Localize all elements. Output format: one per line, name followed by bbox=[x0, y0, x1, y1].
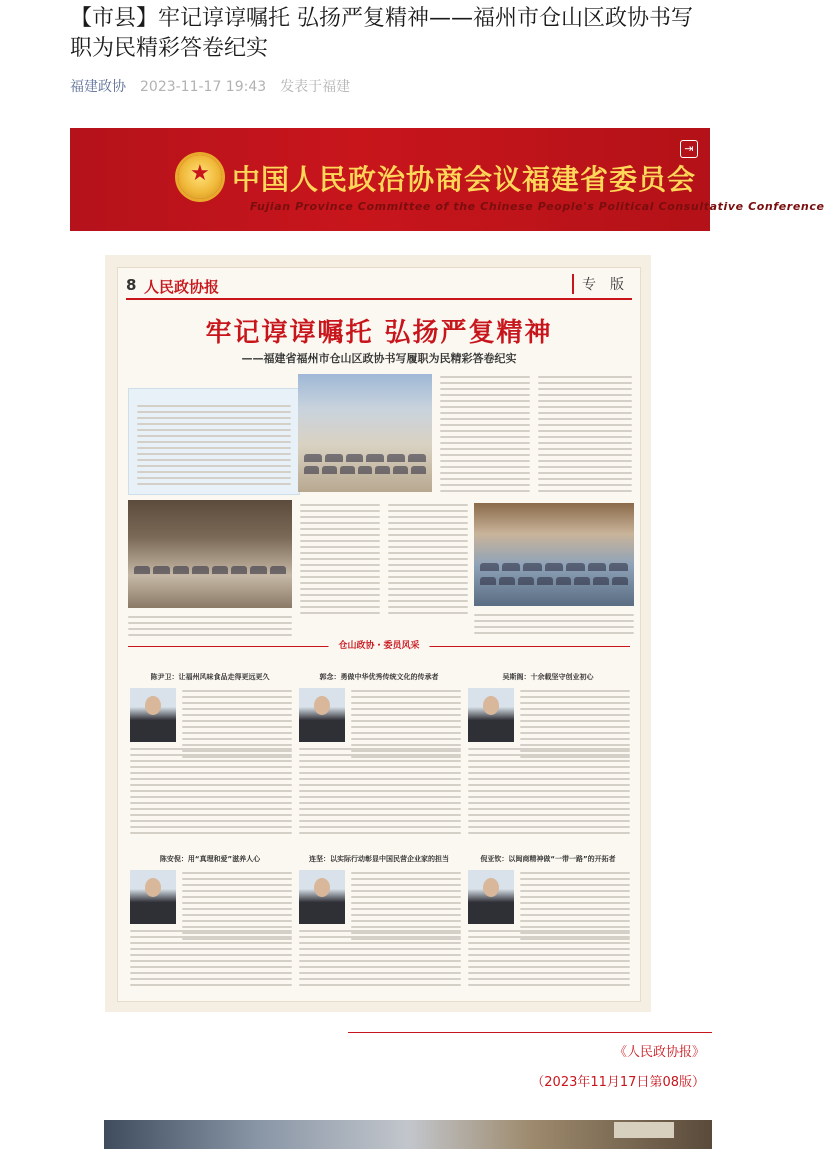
newspaper-photo-group bbox=[128, 500, 292, 608]
newspaper-page bbox=[117, 267, 641, 1002]
banner-org-name-en: Fujian Province Committee of the Chinese People's Political Consultative Conference bbox=[250, 200, 825, 213]
section-banner-label: 仓山政协・委员风采 bbox=[328, 638, 429, 651]
newspaper-text-column bbox=[128, 616, 292, 640]
newspaper-intro-box bbox=[128, 388, 300, 495]
member-portrait bbox=[299, 688, 345, 742]
newspaper-text-column bbox=[300, 504, 380, 618]
member-portrait bbox=[468, 870, 514, 924]
member-profile-title: 连坚：以实际行动彰显中国民营企业家的担当 bbox=[309, 855, 449, 863]
newspaper-page-number: 8 bbox=[126, 276, 137, 294]
newspaper-edition: 专 版 bbox=[572, 274, 624, 294]
building-sign bbox=[614, 1122, 674, 1138]
newspaper-header bbox=[126, 274, 632, 300]
newspaper-headline: 牢记谆谆嘱托 弘扬严复精神 bbox=[205, 318, 553, 348]
caption-issue: （2023年11月17日第08版） bbox=[531, 1075, 705, 1090]
newspaper-text-column bbox=[474, 614, 634, 638]
member-profile-title: 倪亚钦：以闽商精神做“一带一路”的开拓者 bbox=[480, 855, 616, 863]
member-portrait bbox=[299, 870, 345, 924]
article-meta bbox=[70, 78, 350, 96]
member-portrait bbox=[130, 688, 176, 742]
cppcc-emblem-icon bbox=[178, 155, 222, 199]
caption-source: 《人民政协报》 bbox=[613, 1045, 705, 1060]
building-photo[interactable] bbox=[104, 1120, 712, 1149]
caption-divider bbox=[348, 1032, 712, 1033]
member-profile-title: 陈尹卫：让福州风味食品走得更远更久 bbox=[150, 673, 270, 681]
newspaper-text-column bbox=[538, 376, 632, 496]
member-portrait bbox=[130, 870, 176, 924]
member-profile bbox=[464, 854, 632, 864]
newspaper-text-column bbox=[440, 376, 530, 496]
newspaper-photo-crowd bbox=[298, 374, 432, 492]
member-profile-title: 郭念：勇做中华优秀传统文化的传承者 bbox=[319, 673, 439, 681]
member-profile-title: 吴斯阁：十余载坚守创业初心 bbox=[502, 673, 594, 681]
account-name-link[interactable]: 福建政协 bbox=[70, 79, 126, 95]
member-profile bbox=[464, 672, 632, 682]
newspaper-name: 人民政协报 bbox=[144, 278, 220, 296]
member-profile bbox=[126, 672, 294, 682]
newspaper-subtitle: ——福建省福州市仓山区政协书写履职为民精彩答卷纪实 bbox=[241, 352, 517, 365]
article-title: 【市县】牢记谆谆嘱托 弘扬严复精神——福州市仓山区政协书写职为民精彩答卷纪实 bbox=[70, 6, 693, 61]
member-profile bbox=[295, 854, 463, 864]
publish-location: 发表于福建 bbox=[280, 79, 351, 95]
member-profile bbox=[126, 854, 294, 864]
publish-time: 2023-11-17 19:43 bbox=[140, 79, 267, 95]
member-profile-title: 陈安倪：用“真理和爱”滋养人心 bbox=[159, 855, 261, 863]
newspaper-photo-meeting bbox=[474, 503, 634, 606]
newspaper-page-image[interactable] bbox=[105, 255, 651, 1012]
banner-org-name-cn: 中国人民政治协商会议福建省委员会 bbox=[232, 163, 697, 196]
share-icon[interactable]: ⇥ bbox=[680, 140, 698, 158]
newspaper-section-banner bbox=[128, 641, 630, 661]
cppcc-fujian-banner-image[interactable] bbox=[70, 128, 825, 231]
newspaper-text-column bbox=[388, 504, 468, 618]
member-portrait bbox=[468, 688, 514, 742]
member-profile bbox=[295, 672, 463, 682]
